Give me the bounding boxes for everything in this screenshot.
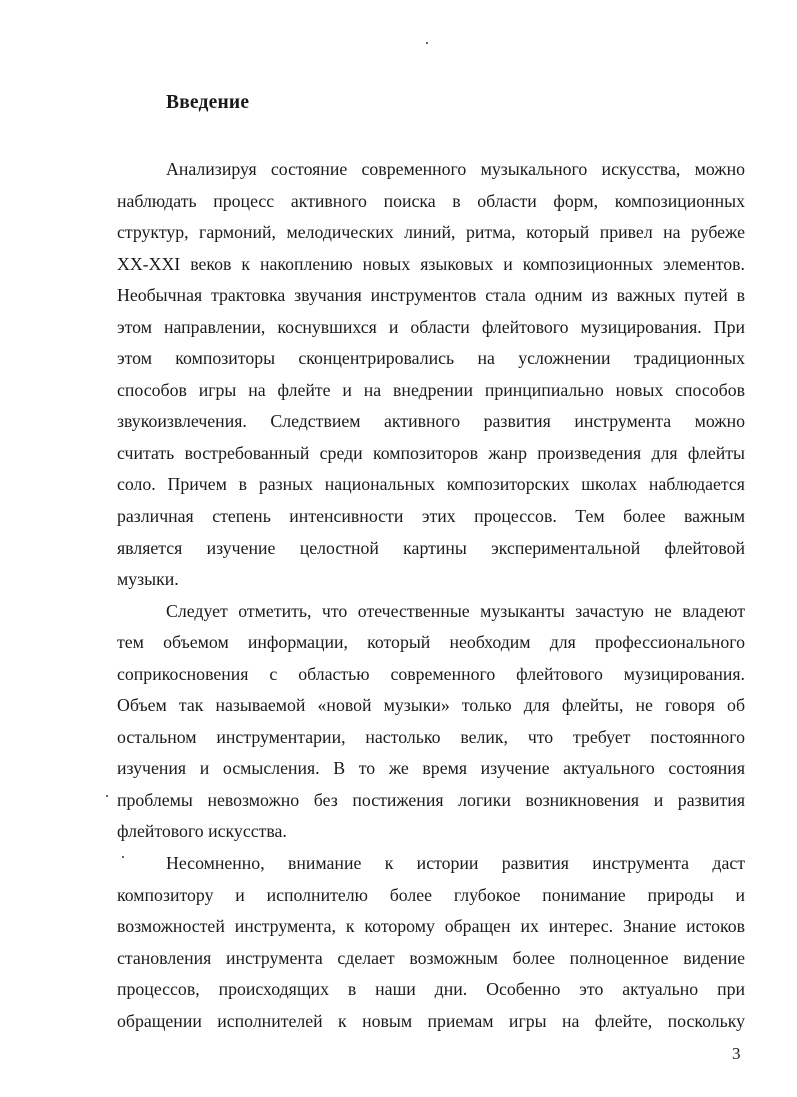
text-line: изучения и осмысления. В то же время изучение актуального состояния bbox=[117, 758, 745, 778]
text-line: Объем так называемой «новой музыки» только для флейты, не говоря об bbox=[117, 695, 745, 715]
page-number: 3 bbox=[732, 1044, 741, 1063]
text-line: Следует отметить, что отечественные музыканты зачастую не владеют bbox=[166, 601, 745, 621]
text-line: этом композиторы сконцентрировались на усложнении традиционных bbox=[117, 348, 745, 368]
text-line: наблюдать процесс активного поиска в области форм, композиционных bbox=[117, 191, 745, 211]
text-line: возможностей инструмента, к которому обращен их интерес. Знание истоков bbox=[117, 916, 745, 936]
text-line: композитору и исполнителю более глубокое понимание природы и bbox=[117, 885, 745, 905]
text-line: этом направлении, коснувшихся и области флейтового музицирования. При bbox=[117, 317, 745, 337]
text-line: структур, гармоний, мелодических линий, ритма, который привел на рубеже bbox=[117, 222, 745, 242]
scan-speck bbox=[106, 795, 108, 797]
section-heading: Введение bbox=[166, 92, 250, 113]
text-line: обращении исполнителей к новым приемам игры на флейте, поскольку bbox=[117, 1011, 745, 1031]
scan-speck bbox=[122, 856, 124, 858]
text-line: Необычная трактовка звучания инструментов стала одним из важных путей в bbox=[117, 285, 745, 305]
text-line: Анализируя состояние современного музыкального искусства, можно bbox=[166, 159, 745, 179]
text-line: процессов, происходящих в наши дни. Особенно это актуально при bbox=[117, 979, 745, 999]
text-line: является изучение целостной картины экспериментальной флейтовой bbox=[117, 538, 745, 558]
text-line: различная степень интенсивности этих процессов. Тем более важным bbox=[117, 506, 745, 526]
text-line: считать востребованный среди композиторов жанр произведения для флейты bbox=[117, 443, 745, 463]
scan-speck bbox=[426, 42, 428, 44]
text-line: музыки. bbox=[117, 569, 179, 589]
text-line: становления инструмента сделает возможным более полноценное видение bbox=[117, 948, 745, 968]
text-line: способов игры на флейте и на внедрении принципиально новых способов bbox=[117, 380, 745, 400]
text-line: XX-XXI веков к накоплению новых языковых и композиционных элементов. bbox=[117, 254, 745, 274]
text-line: тем объемом информации, который необходим для профессионального bbox=[117, 632, 745, 652]
text-line: соприкосновения с областью современного флейтового музицирования. bbox=[117, 664, 745, 684]
text-line: соло. Причем в разных национальных композиторских школах наблюдается bbox=[117, 474, 745, 494]
text-line: остальном инструментарии, настолько велик, что требует постоянного bbox=[117, 727, 745, 747]
text-line: Несомненно, внимание к истории развития инструмента даст bbox=[166, 853, 745, 873]
text-line: флейтового искусства. bbox=[117, 821, 287, 841]
text-line: проблемы невозможно без постижения логики возникновения и развития bbox=[117, 790, 745, 810]
text-line: звукоизвлечения. Следствием активного развития инструмента можно bbox=[117, 411, 745, 431]
